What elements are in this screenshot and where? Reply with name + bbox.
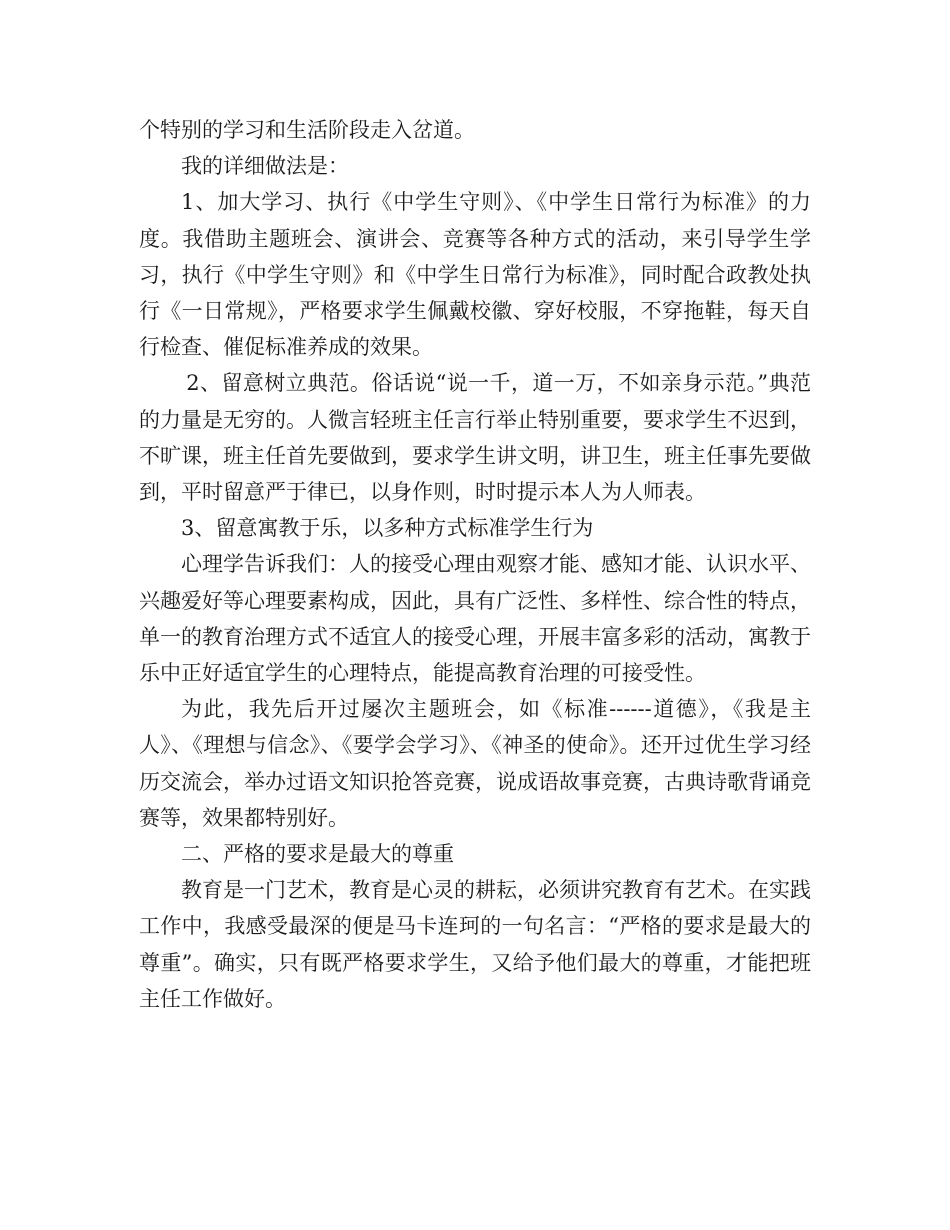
document-body: [139, 112, 811, 1017]
paragraph-item-2: 2、留意树立典范。俗话说“说一千，道一万，不如亲身示范。”典范的力量是无穷的。人微言轻班主任言行举止特别重要，要求学生不迟到，不旷课，班主任首先要做到，要求学生讲文明，讲卫生，班主任事先要做到，平时留意严于律已，以身作则，时时提示本人为人师表。: [139, 371, 811, 505]
paragraph-continuation: 个特别的学习和生活阶段走入岔道。: [139, 118, 475, 142]
paragraph-method-intro: 我的详细做法是：: [181, 154, 349, 179]
paragraph-education-art: 教育是一门艺术，教育是心灵的耕耘，必须讲究教育有艺术。在实践工作中，我感受最深的便是马卡连珂的一句名言：“严格的要求是最大的尊重”。确实，只有既严格要求学生，又给予他们最大的尊重，才能把班主任工作做好。: [139, 878, 811, 1011]
paragraph-item-3-heading: 3、留意寓教于乐，以多种方式标准学生行为: [181, 516, 594, 541]
section-heading-2: 二、严格的要求是最大的尊重: [181, 842, 454, 867]
paragraph-item-1: 1、加大学习、执行《中学生守则》、《中学生日常行为标准》的力度。我借助主题班会、演讲会、竞赛等各种方式的活动，来引导学生学习，执行《中学生守则》和《中学生日常行为标准》，同时配合政教处执行《一日常规》，严格要求学生佩戴校徽、穿好校服，不穿拖鞋，每天自行检查、催促标准养成的效果。: [139, 190, 811, 360]
paragraph-class-meetings: 为此，我先后开过屡次主题班会，如《标准------道德》，《我是主人》、《理想与信念》、《要学会学习》、《神圣的使命》。还开过优生学习经历交流会，举办过语文知识抢答竞赛，说成语故事竞赛，古典诗歌背诵竞赛等，效果都特别好。: [139, 697, 811, 830]
paragraph-psychology: 心理学告诉我们：人的接受心理由观察才能、感知才能、认识水平、兴趣爱好等心理要素构成，因此，具有广泛性、多样性、综合性的特点，单一的教育治理方式不适宜人的接受心理，开展丰富多彩的活动，寓教于乐中正好适宜学生的心理特点，能提高教育治理的可接受性。: [139, 552, 811, 686]
